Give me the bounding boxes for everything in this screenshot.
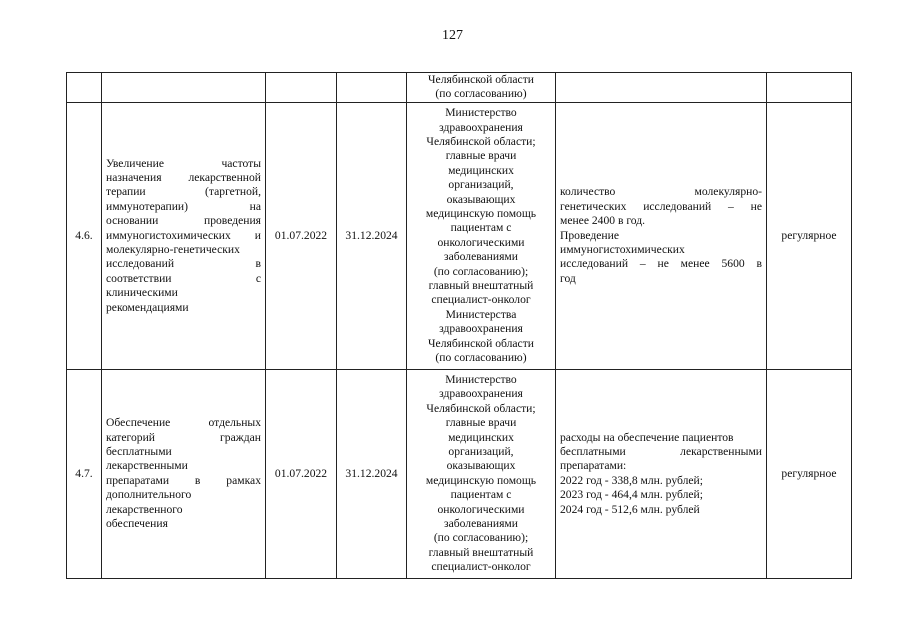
table-row	[67, 73, 852, 103]
measure-name-line: лекарственного	[106, 502, 183, 516]
start-date-cell	[266, 73, 337, 103]
row-number-cell	[67, 73, 102, 103]
executor-line: здравоохранения	[439, 120, 523, 134]
executors-cell	[407, 73, 556, 103]
measure-name-line: исследований в	[106, 257, 261, 271]
executors-cell	[407, 102, 556, 369]
measure-name-line: рекомендациями	[106, 300, 189, 314]
executor-line: специалист-онколог	[431, 293, 531, 307]
executor-line: Челябинской области;	[426, 134, 536, 148]
start-date-cell: 01.07.2022	[266, 102, 337, 369]
executor-line: пациентам с	[450, 221, 512, 235]
executor-line: здравоохранения	[439, 322, 523, 336]
measure-name-line: молекулярно-генетических	[106, 243, 240, 257]
measure-name-cell	[102, 369, 266, 578]
executor-line: Челябинской области	[428, 73, 534, 86]
executor-line: Министерство	[445, 372, 517, 386]
executor-line: оказывающих	[446, 459, 516, 473]
executor-line: пациентам с	[450, 488, 512, 502]
measure-name-line: соответствии с	[106, 271, 261, 285]
measure-name-line: терапии (таргетной,	[106, 185, 261, 199]
executor-line: онкологическими	[437, 235, 525, 249]
measure-name-line: категорий граждан	[106, 430, 261, 444]
result-line: расходы на обеспечение пациентов	[560, 430, 734, 444]
measure-name-line: лекарственными	[106, 459, 188, 473]
executor-line: здравоохранения	[439, 387, 523, 401]
row-number-cell: 4.6.	[67, 102, 102, 369]
executor-line: специалист-онколог	[431, 560, 531, 574]
measure-name-line: Увеличение частоты	[106, 156, 261, 170]
result-line: препаратами:	[560, 459, 627, 473]
executor-line: (по согласованию);	[433, 531, 529, 545]
measures-table	[66, 72, 852, 579]
type-cell: регулярное	[767, 369, 852, 578]
executor-line: (по согласованию)	[435, 87, 527, 101]
measure-name-line: основании проведения	[106, 214, 261, 228]
executor-line: медицинских	[448, 163, 514, 177]
result-line: 2024 год - 512,6 млн. рублей	[560, 502, 700, 516]
row-number-cell: 4.7.	[67, 369, 102, 578]
executor-line: организаций,	[448, 445, 514, 458]
measure-name-cell	[102, 102, 266, 369]
executor-line: Министерства	[445, 307, 517, 321]
result-cell	[556, 102, 767, 369]
measure-name-line: дополнительного	[106, 488, 192, 502]
executor-line: медицинскую помощь	[425, 473, 537, 487]
result-line: бесплатными лекарственными	[560, 445, 762, 458]
result-line: генетических исследований – не	[560, 199, 762, 213]
type-cell	[767, 73, 852, 103]
result-line: количество молекулярно-	[560, 185, 762, 199]
result-cell	[556, 73, 767, 103]
executor-line: главный внештатный	[428, 279, 534, 293]
result-line: менее 2400 в год.	[560, 214, 646, 228]
executor-line: заболеваниями	[444, 517, 518, 531]
executor-line: главный внештатный	[428, 545, 534, 559]
start-date-cell: 01.07.2022	[266, 369, 337, 578]
measure-name-line: бесплатными	[106, 445, 172, 458]
executor-line: оказывающих	[446, 192, 516, 206]
result-line: 2023 год - 464,4 млн. рублей;	[560, 488, 703, 502]
page-number: 127	[442, 28, 463, 43]
result-line: год	[560, 271, 576, 285]
executor-line: заболеваниями	[444, 250, 518, 264]
result-line: иммуногистохимических	[560, 243, 685, 257]
table-row	[67, 369, 852, 578]
executor-line: онкологическими	[437, 502, 525, 516]
measure-name-line: препаратами в рамках	[106, 473, 261, 487]
executor-line: (по согласованию)	[435, 351, 527, 365]
end-date-cell	[337, 73, 407, 103]
measure-name-line: иммунотерапии) на	[106, 199, 261, 213]
executor-line: главные врачи	[445, 416, 517, 430]
measure-name-cell	[102, 73, 266, 103]
executor-line: медицинскую помощь	[425, 207, 537, 220]
executor-line: (по согласованию);	[433, 264, 529, 278]
end-date-cell: 31.12.2024	[337, 102, 407, 369]
measure-name-line: назначения лекарственной	[106, 170, 261, 184]
executor-line: медицинских	[448, 430, 514, 444]
end-date-cell: 31.12.2024	[337, 369, 407, 578]
measure-name-line: иммуногистохимических и	[106, 228, 261, 242]
executor-line: главные врачи	[445, 149, 517, 163]
executors-cell	[407, 369, 556, 578]
measure-name-line: клиническими	[106, 286, 178, 300]
executor-line: организаций,	[448, 178, 514, 192]
result-line: исследований – не менее 5600 в	[560, 257, 762, 271]
measure-name-line: Обеспечение отдельных	[106, 416, 261, 430]
table-row	[67, 102, 852, 369]
executor-line: Челябинской области;	[426, 401, 536, 415]
result-line: Проведение	[560, 228, 619, 242]
type-cell: регулярное	[767, 102, 852, 369]
executor-line: Челябинской области	[428, 336, 534, 350]
result-cell	[556, 369, 767, 578]
executor-line: Министерство	[445, 106, 517, 120]
result-line: 2022 год - 338,8 млн. рублей;	[560, 473, 703, 487]
measure-name-line: обеспечения	[106, 517, 168, 531]
